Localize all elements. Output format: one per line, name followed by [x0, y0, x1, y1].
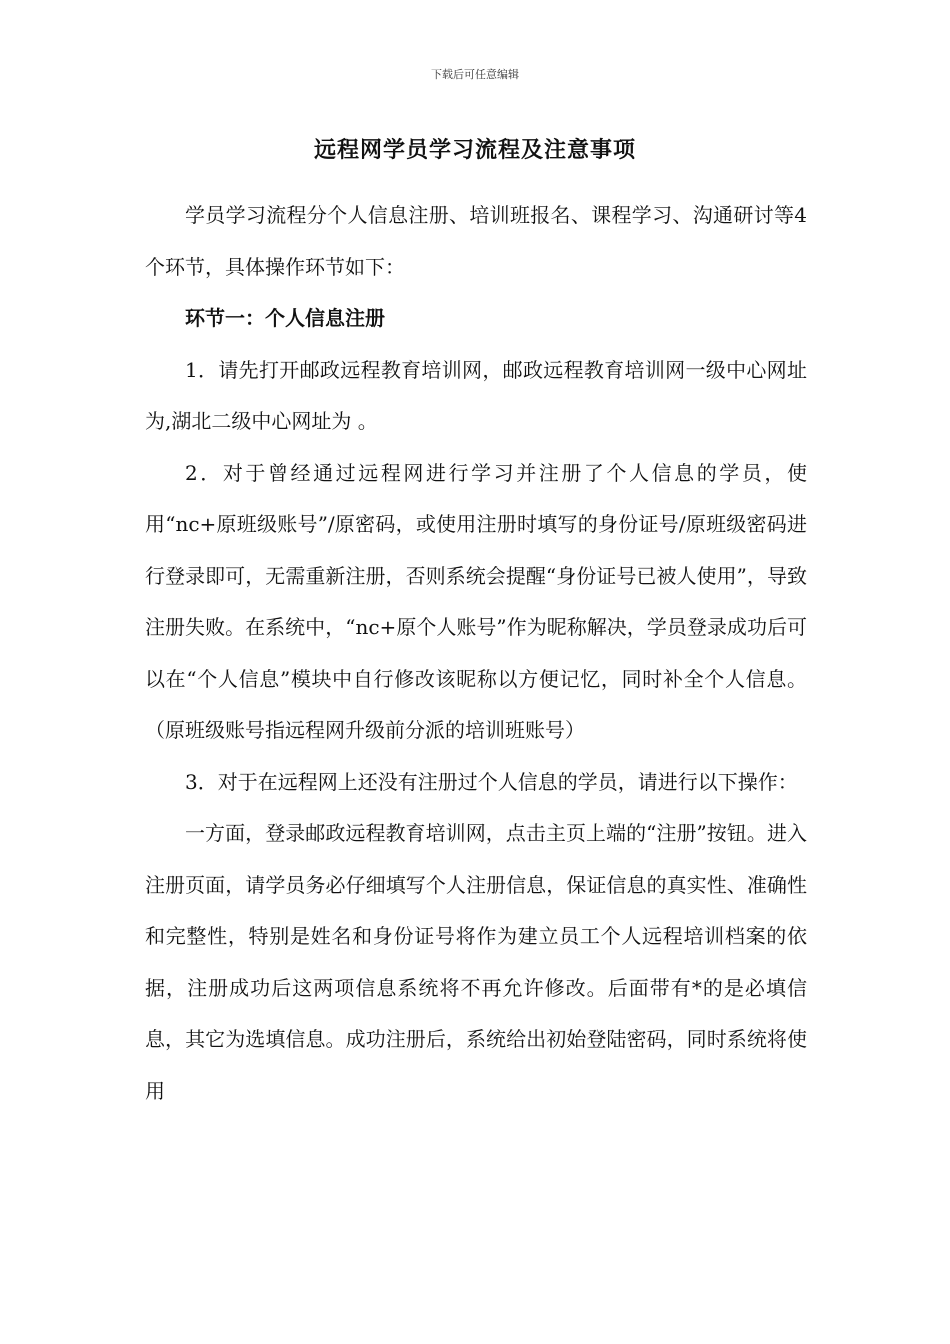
document-title: 远程网学员学习流程及注意事项: [313, 137, 636, 163]
step-3-paragraph: 3．对于在远程网上还没有注册过个人信息的学员，请进行以下操作：: [185, 769, 798, 794]
intro-paragraph: 学员学习流程分个人信息注册、培训班报名、课程学习、沟通研讨等4个环节，具体操作环节如下：: [145, 203, 807, 279]
registration-paragraph: 一方面，登录邮政远程教育培训网，点击主页上端的“注册”按钮。进入注册页面，请学员务必仔细填写个人注册信息，保证信息的真实性、准确性和完整性，特别是姓名和身份证号将作为建立员工个人远程培训档案的依据，注册成功后这两项信息系统将不再允许修改。后面带有*的是必填信息，其它为选填信息。成功注册后，系统给出初始登陆密码，同时系统将使用: [145, 821, 807, 1103]
section-heading-step-one: 环节一：个人信息注册: [185, 306, 385, 330]
header-note: 下载后可任意编辑: [431, 68, 519, 81]
document-body: [145, 190, 807, 1117]
step-1-paragraph: 1．请先打开邮政远程教育培训网，邮政远程教育培训网一级中心网址为,湖北二级中心网址为 。: [145, 357, 807, 433]
step-2-paragraph: 2．对于曾经通过远程网进行学习并注册了个人信息的学员，使用“nc+原班级账号”/原密码，或使用注册时填写的身份证号/原班级密码进行登录即可，无需重新注册，否则系统会提醒“身份证号已被人使用”，导致注册失败。在系统中，“nc+原个人账号”作为昵称解决，学员登录成功后可以在“个人信息”模块中自行修改该昵称以方便记忆，同时补全个人信息。（原班级账号指远程网升级前分派的培训班账号）: [145, 460, 807, 742]
